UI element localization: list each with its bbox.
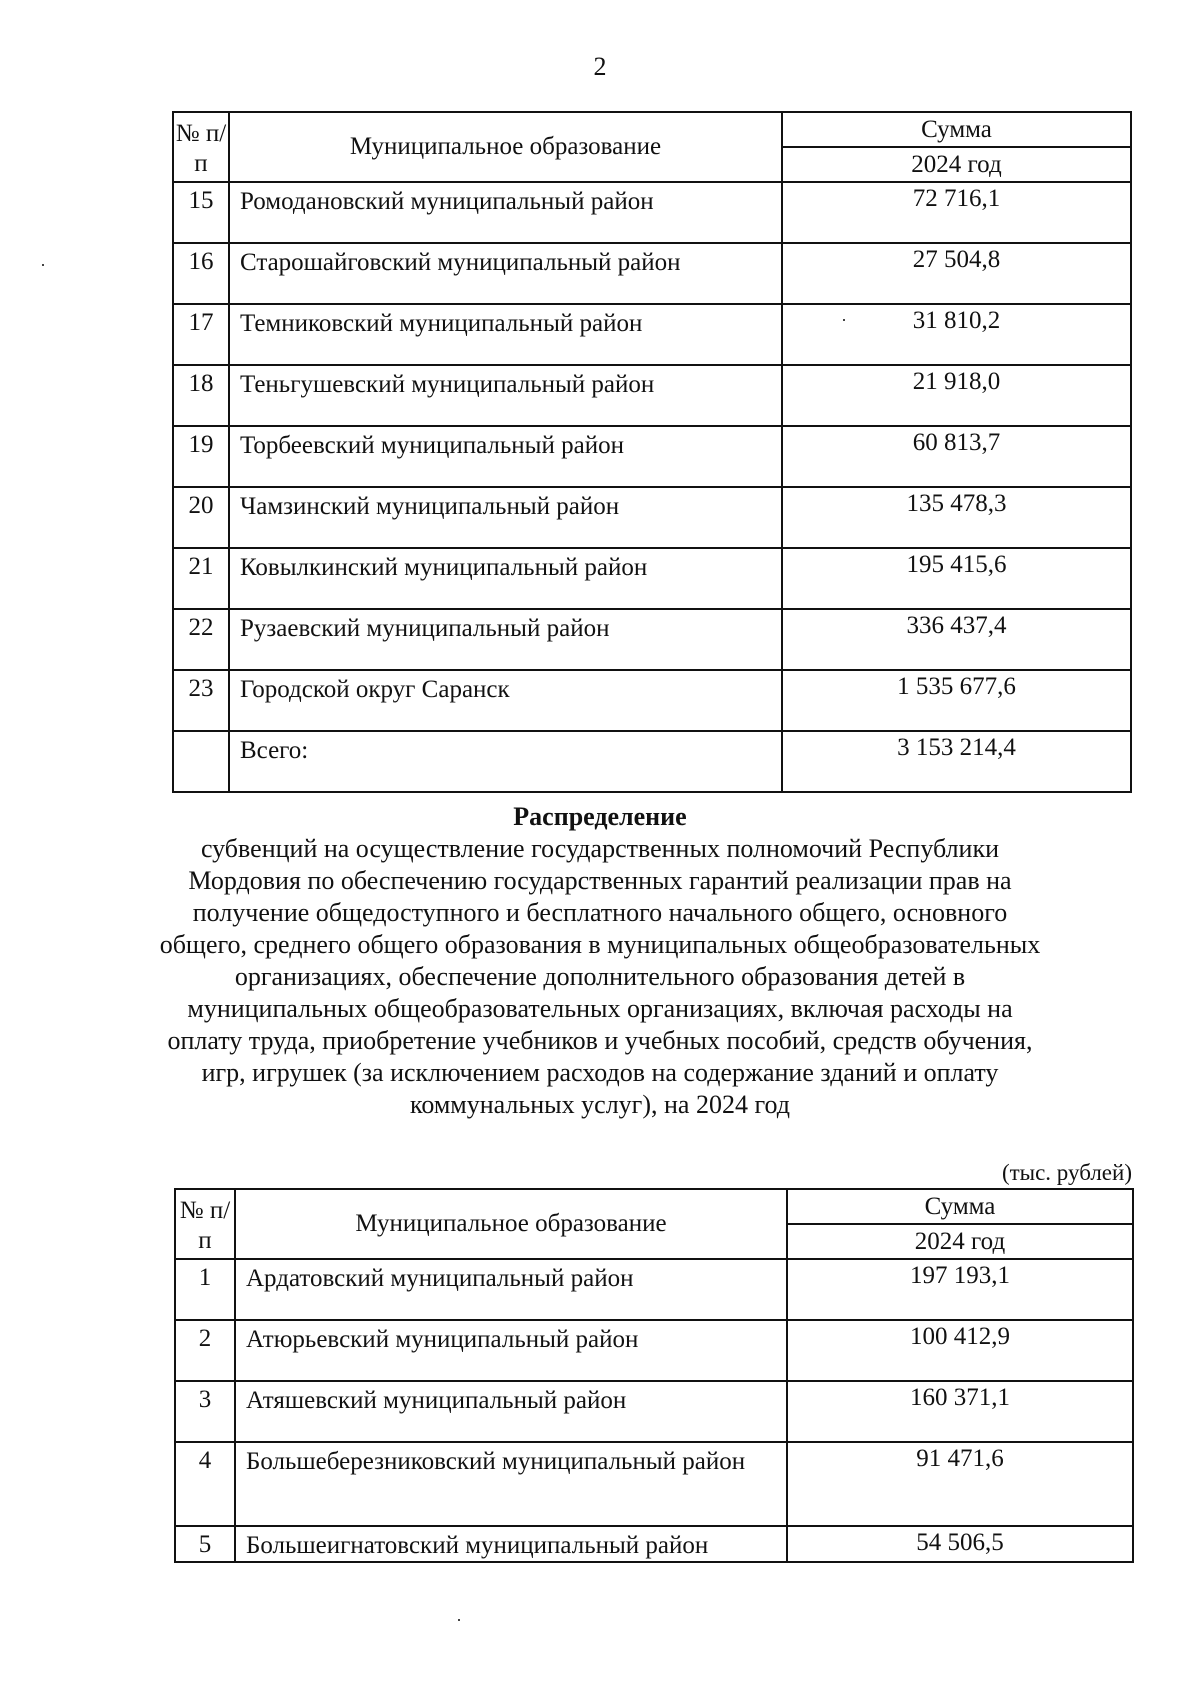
table-row [173,487,1131,548]
row-name: Торбеевский муниципальный район [229,426,782,487]
row-name: Всего: [229,731,782,792]
table-row [173,243,1131,304]
scan-speck [843,319,845,321]
row-name: Атяшевский муниципальный район [235,1381,787,1442]
row-name: Большеберезниковский муниципальный район [235,1442,787,1526]
page-number: 2 [593,52,607,81]
row-num: 1 [175,1259,235,1320]
row-value: 21 918,0 [782,365,1131,426]
header-name: Муниципальное образование [229,112,782,182]
section-title: Распределение [513,802,687,831]
row-value: 31 810,2 [782,304,1131,365]
scan-speck [42,264,44,266]
allocation-table-2 [174,1188,1134,1563]
row-value: 197 193,1 [787,1259,1133,1320]
row-num: 4 [175,1442,235,1526]
row-name: Ромодановский муниципальный район [229,182,782,243]
header-num: № п/п [175,1189,235,1259]
header-num: № п/п [173,112,229,182]
table-total-row [173,731,1131,792]
row-value: 27 504,8 [782,243,1131,304]
row-num [173,731,229,792]
table-row [175,1526,1133,1562]
table-row [173,548,1131,609]
table-row [173,670,1131,731]
row-name: Рузаевский муниципальный район [229,609,782,670]
row-num: 18 [173,365,229,426]
header-year: 2024 год [782,147,1131,182]
header-sum: Сумма [787,1189,1133,1224]
header-year: 2024 год [787,1224,1133,1259]
section-subtitle: субвенций на осуществление государственных полномочий Республики Мордовия по обеспечению государственных гарантий реализации прав на получение общедоступного и бесплатного начального общего, основного общего, среднего общего образования в муниципальных общеобразовательных организациях, обеспечение дополнительного образования детей в муниципальных общеобразовательных организациях, включая расходы на оплату труда, приобретение учебников и учебных пособий, средств обучения, игр, игрушек (за исключением расходов на содержание зданий и оплату коммунальных услуг), на 2024 год [159,834,1041,1119]
row-value: 1 535 677,6 [782,670,1131,731]
row-num: 21 [173,548,229,609]
row-num: 23 [173,670,229,731]
units-label: (тыс. рублей) [1001,1160,1132,1185]
row-value: 3 153 214,4 [782,731,1131,792]
row-num: 20 [173,487,229,548]
row-value: 195 415,6 [782,548,1131,609]
table-row [173,426,1131,487]
row-value: 72 716,1 [782,182,1131,243]
table-row [175,1320,1133,1381]
row-num: 3 [175,1381,235,1442]
table-row [173,304,1131,365]
table-row [173,182,1131,243]
table-row [175,1381,1133,1442]
row-num: 19 [173,426,229,487]
row-value: 135 478,3 [782,487,1131,548]
table-row [175,1259,1133,1320]
table-row [175,1442,1133,1526]
header-name: Муниципальное образование [235,1189,787,1259]
row-name: Городской округ Саранск [229,670,782,731]
row-name: Большеигнатовский муниципальный район [235,1526,787,1562]
table-row [173,609,1131,670]
row-value: 160 371,1 [787,1381,1133,1442]
row-name: Теньгушевский муниципальный район [229,365,782,426]
row-value: 54 506,5 [787,1526,1133,1562]
row-num: 22 [173,609,229,670]
row-num: 5 [175,1526,235,1562]
row-name: Старошайговский муниципальный район [229,243,782,304]
row-name: Ардатовский муниципальный район [235,1259,787,1320]
row-num: 16 [173,243,229,304]
row-value: 91 471,6 [787,1442,1133,1526]
row-num: 17 [173,304,229,365]
row-name: Чамзинский муниципальный район [229,487,782,548]
scan-speck [458,1619,460,1621]
row-name: Атюрьевский муниципальный район [235,1320,787,1381]
row-num: 15 [173,182,229,243]
row-value: 60 813,7 [782,426,1131,487]
table-row [173,365,1131,426]
row-num: 2 [175,1320,235,1381]
header-sum: Сумма [782,112,1131,147]
row-name: Темниковский муниципальный район [229,304,782,365]
allocation-table-1 [172,111,1132,793]
row-name: Ковылкинский муниципальный район [229,548,782,609]
row-value: 336 437,4 [782,609,1131,670]
row-value: 100 412,9 [787,1320,1133,1381]
